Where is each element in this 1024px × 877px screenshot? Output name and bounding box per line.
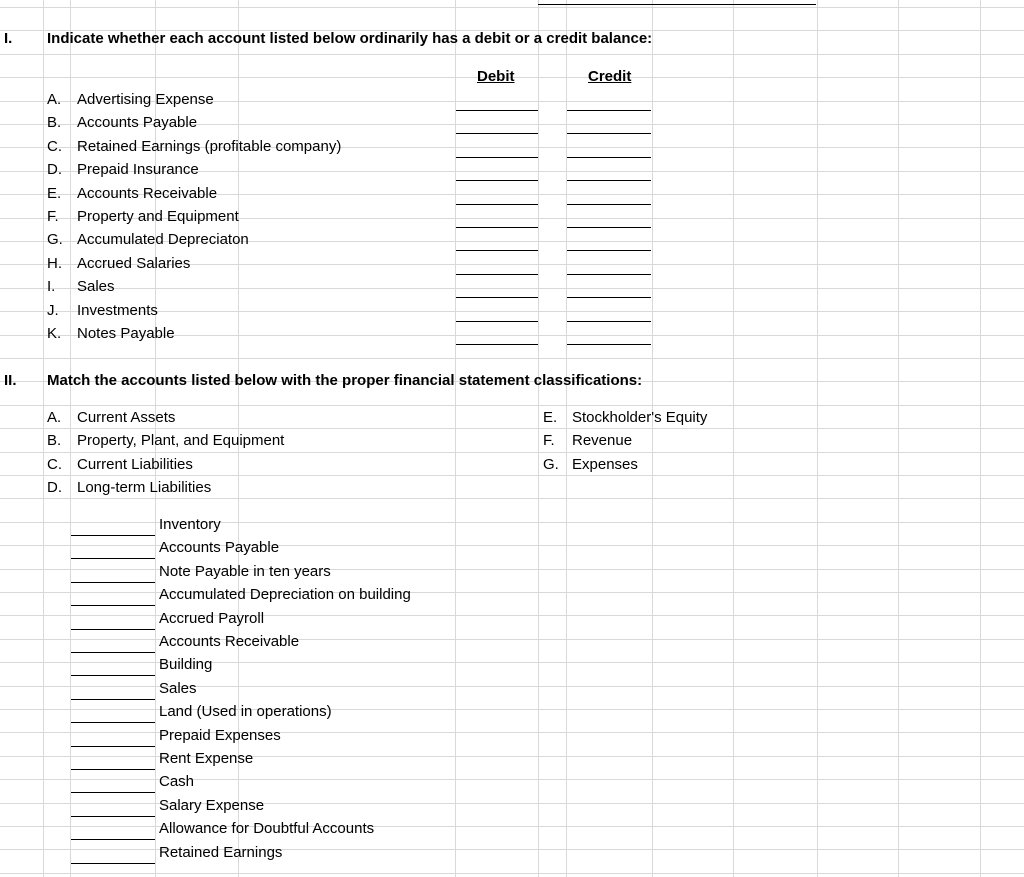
account-name: Prepaid Insurance [77, 161, 199, 179]
account-name: Property and Equipment [77, 208, 239, 225]
classification-label: Revenue [572, 432, 633, 450]
grid-column-line [980, 0, 981, 877]
credit-answer-blank[interactable] [567, 204, 651, 205]
credit-answer-blank[interactable] [567, 274, 651, 275]
grid-row-line [0, 756, 1024, 757]
grid-row-line [0, 849, 1024, 850]
item-letter: D. [47, 161, 62, 179]
match-account-name: Building [159, 656, 213, 674]
section1-heading: Indicate whether each account listed below ordinarily has a debit or a credit balance: [47, 30, 653, 47]
grid-row-line [0, 569, 1024, 570]
credit-answer-blank[interactable] [567, 227, 651, 228]
credit-answer-blank[interactable] [567, 133, 651, 134]
classification-letter: C. [47, 455, 62, 473]
classification-letter: F. [543, 432, 555, 450]
match-account-name: Accrued Payroll [159, 609, 265, 627]
grid-row-line [0, 522, 1024, 523]
account-name: Accounts Payable [77, 114, 198, 132]
grid-row-line [0, 803, 1024, 804]
grid-row-line [0, 545, 1024, 546]
grid-row-line [0, 662, 1024, 663]
match-account-name: Prepaid Expenses [159, 726, 281, 744]
grid-row-line [0, 615, 1024, 616]
grid-column-line [538, 0, 539, 877]
debit-answer-blank[interactable] [456, 297, 538, 298]
debit-answer-blank[interactable] [456, 344, 538, 345]
match-account-name: Cash [159, 773, 195, 791]
credit-answer-blank[interactable] [567, 250, 651, 251]
grid-row-line [0, 405, 1024, 406]
grid-column-line [817, 0, 818, 877]
classification-letter: B. [47, 432, 62, 450]
section2-heading: Match the accounts listed below with the proper financial statement classifications: [47, 372, 643, 389]
match-account-name: Allowance for Doubtful Accounts [159, 820, 375, 838]
match-account-name: Salary Expense [159, 796, 265, 814]
credit-answer-blank[interactable] [567, 110, 651, 111]
match-account-name: Land (Used in operations) [159, 703, 332, 721]
item-letter: F. [47, 208, 59, 225]
grid-row-line [0, 288, 1024, 289]
grid-row-line [0, 498, 1024, 499]
classification-answer-blank[interactable] [71, 605, 155, 606]
classification-answer-blank[interactable] [71, 629, 155, 630]
credit-answer-blank[interactable] [567, 180, 651, 181]
match-account-name: Sales [159, 679, 197, 697]
classification-label: Long-term Liabilities [77, 479, 212, 497]
credit-answer-blank[interactable] [567, 157, 651, 158]
classification-answer-blank[interactable] [71, 558, 155, 559]
grid-column-line [566, 0, 567, 877]
grid-column-line [652, 0, 653, 877]
classification-label: Expenses [572, 455, 638, 473]
item-letter: A. [47, 91, 62, 108]
grid-row-line [0, 826, 1024, 827]
grid-row-line [0, 779, 1024, 780]
grid-row-line [0, 452, 1024, 453]
debit-answer-blank[interactable] [456, 133, 538, 134]
classification-answer-blank[interactable] [71, 863, 155, 864]
answer-line [538, 4, 816, 5]
grid-row-line [0, 358, 1024, 359]
debit-answer-blank[interactable] [456, 180, 538, 181]
item-letter: C. [47, 137, 62, 155]
match-account-name: Rent Expense [159, 750, 254, 767]
classification-answer-blank[interactable] [71, 792, 155, 793]
classification-answer-blank[interactable] [71, 675, 155, 676]
classification-label: Current Assets [77, 409, 176, 426]
account-name: Notes Payable [77, 325, 175, 342]
item-letter: H. [47, 254, 62, 272]
classification-label: Property, Plant, and Equipment [77, 432, 285, 450]
grid-column-line [898, 0, 899, 877]
classification-answer-blank[interactable] [71, 722, 155, 723]
classification-answer-blank[interactable] [71, 582, 155, 583]
item-letter: B. [47, 114, 62, 132]
credit-header: Credit [588, 68, 632, 85]
account-name: Accumulated Depreciaton [77, 231, 249, 249]
debit-answer-blank[interactable] [456, 204, 538, 205]
item-letter: K. [47, 325, 62, 342]
debit-answer-blank[interactable] [456, 274, 538, 275]
account-name: Retained Earnings (profitable company) [77, 137, 342, 155]
classification-answer-blank[interactable] [71, 839, 155, 840]
match-account-name: Note Payable in ten years [159, 562, 331, 580]
classification-answer-blank[interactable] [71, 769, 155, 770]
credit-answer-blank[interactable] [567, 344, 651, 345]
account-name: Sales [77, 278, 115, 296]
classification-letter: G. [543, 455, 559, 473]
classification-label: Stockholder's Equity [572, 409, 708, 426]
classification-answer-blank[interactable] [71, 746, 155, 747]
item-letter: G. [47, 231, 63, 249]
match-account-name: Inventory [159, 516, 221, 533]
debit-answer-blank[interactable] [456, 250, 538, 251]
grid-row-line [0, 428, 1024, 429]
match-account-name: Accounts Payable [159, 539, 280, 557]
grid-column-line [43, 0, 44, 877]
account-name: Accounts Receivable [77, 184, 218, 202]
account-name: Advertising Expense [77, 91, 214, 108]
classification-letter: D. [47, 479, 62, 497]
grid-row-line [0, 639, 1024, 640]
item-letter: I. [47, 278, 56, 296]
classification-letter: E. [543, 409, 558, 426]
grid-row-line [0, 592, 1024, 593]
classification-answer-blank[interactable] [71, 535, 155, 536]
grid-column-line [733, 0, 734, 877]
section1-number: I. [4, 30, 13, 47]
credit-answer-blank[interactable] [567, 297, 651, 298]
match-account-name: Retained Earnings [159, 843, 283, 861]
match-account-name: Accumulated Depreciation on building [159, 586, 411, 604]
item-letter: J. [47, 301, 59, 319]
account-name: Accrued Salaries [77, 254, 191, 272]
grid-row-line [0, 686, 1024, 687]
credit-answer-blank[interactable] [567, 321, 651, 322]
grid-row-line [0, 7, 1024, 8]
debit-answer-blank[interactable] [456, 157, 538, 158]
grid-row-line [0, 54, 1024, 55]
debit-answer-blank[interactable] [456, 227, 538, 228]
classification-answer-blank[interactable] [71, 699, 155, 700]
debit-header: Debit [477, 68, 515, 85]
grid-row-line [0, 709, 1024, 710]
grid-column-line [455, 0, 456, 877]
debit-answer-blank[interactable] [456, 110, 538, 111]
item-letter: E. [47, 184, 62, 202]
classification-answer-blank[interactable] [71, 652, 155, 653]
classification-letter: A. [47, 409, 62, 426]
grid-row-line [0, 475, 1024, 476]
classification-label: Current Liabilities [77, 455, 193, 473]
grid-row-line [0, 732, 1024, 733]
debit-answer-blank[interactable] [456, 321, 538, 322]
match-account-name: Accounts Receivable [159, 633, 300, 650]
section2-number: II. [4, 372, 17, 389]
account-name: Investments [77, 301, 158, 319]
classification-answer-blank[interactable] [71, 816, 155, 817]
grid-row-line [0, 873, 1024, 874]
